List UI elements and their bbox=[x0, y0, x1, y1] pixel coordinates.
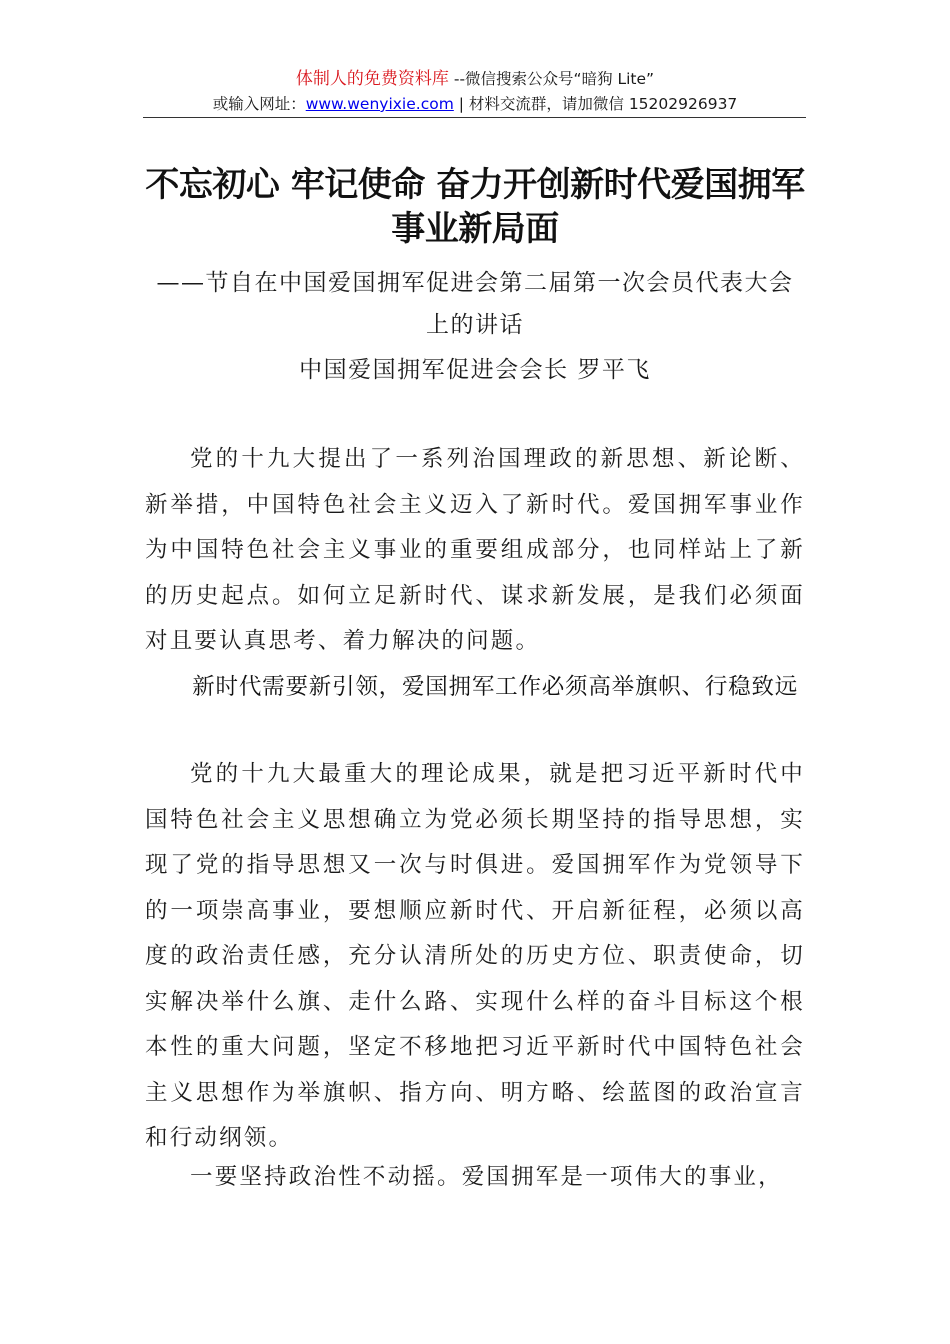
body-paragraph: 党的十九大最重大的理论成果，就是把习近平新时代中国特色社会主义思想确立为党必须长期坚持的指导思想，实现了党的指导思想又一次与时俱进。爱国拥军作为党领导下的一项崇高事业，要想顺应新时代、开启新征程，必须以高度的政治责任感，充分认清所处的历史方位、职责使命，切实解决举什么旗、走什么路、实现什么样的奋斗目标这个根本性的重大问题，坚定不移地把习近平新时代中国特色社会主义思想作为举旗帜、指方向、明方略、绘蓝图的政治宣言和行动纲领。 bbox=[145, 761, 805, 1151]
section-heading: 新时代需要新引领，爱国拥军工作必须高举旗帜、行稳致远 bbox=[192, 674, 799, 700]
website-link[interactable]: www.wenyixie.com bbox=[305, 95, 454, 113]
url-prefix: 或输入网址： bbox=[212, 95, 306, 113]
contact-info: | 材料交流群，请加微信 15202926937 bbox=[453, 95, 738, 113]
header-contact-line bbox=[145, 92, 805, 116]
brand-name: 体制人的免费资料库 bbox=[295, 69, 449, 89]
wechat-note: --微信搜索公众号“暗狗 Lite” bbox=[448, 70, 655, 88]
document-author: 中国爱国拥军促进会会长 罗平飞 bbox=[299, 357, 651, 383]
body-paragraph: 党的十九大提出了一系列治国理政的新思想、新论断、新举措，中国特色社会主义迈入了新时代。爱国拥军事业作为中国特色社会主义事业的重要组成部分，也同样站上了新的历史起点。如何立足新时代、谋求新发展，是我们必须面对且要认真思考、着力解决的问题。 bbox=[145, 446, 805, 654]
body-paragraph: 一要坚持政治性不动摇。爱国拥军是一项伟大的事业， bbox=[190, 1164, 783, 1190]
header-divider bbox=[143, 117, 806, 118]
document-title: 不忘初心 牢记使命 奋力开创新时代爱国拥军事业新局面 bbox=[145, 165, 805, 249]
header-promo-line bbox=[145, 66, 805, 92]
document-subtitle: ——节自在中国爱国拥军促进会第二届第一次会员代表大会上的讲话 bbox=[156, 270, 794, 338]
page-header bbox=[145, 66, 805, 116]
